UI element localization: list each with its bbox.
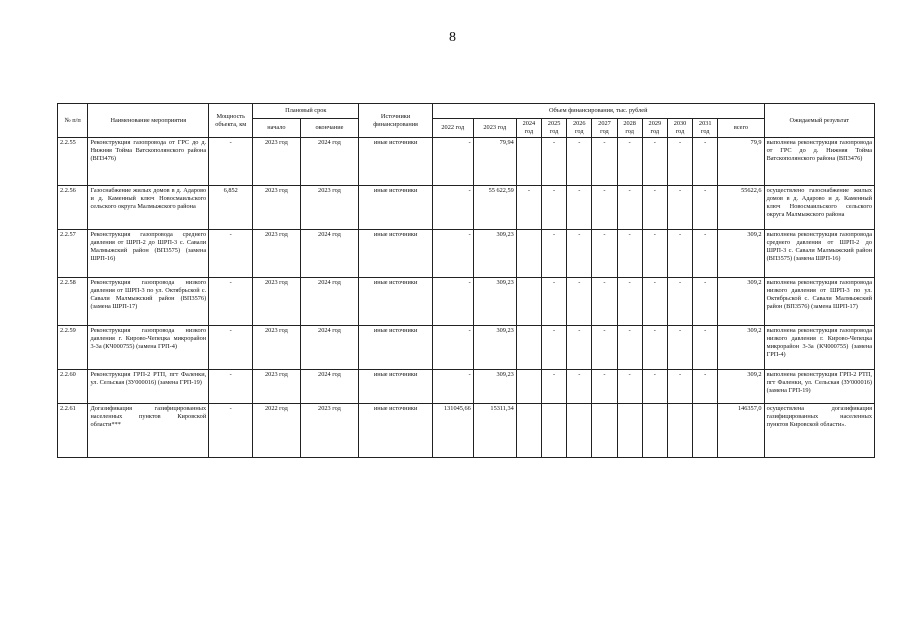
cell-num: 2.2.55	[58, 138, 88, 186]
cell-year-value: -	[693, 230, 718, 278]
cell-year-value: -	[693, 278, 718, 326]
header-year: 2022 год	[432, 119, 473, 138]
cell-year-value: -	[667, 326, 692, 370]
cell-start: 2023 год	[253, 278, 300, 326]
cell-year-value: -	[567, 278, 592, 326]
header-total: всего	[718, 119, 764, 138]
cell-year-value: 309,23	[473, 278, 516, 326]
cell-year-value: -	[693, 138, 718, 186]
cell-end: 2024 год	[300, 278, 359, 326]
cell-year-value: -	[432, 278, 473, 326]
cell-year-value: -	[542, 138, 567, 186]
cell-year-value	[516, 230, 541, 278]
cell-year-value	[592, 404, 617, 458]
cell-name: Реконструкция газопровода низкого давления от ШРП-3 по ул. Октябрьской с. Савали Малмыжский район (ВП3576) (замена ШРП-17)	[88, 278, 209, 326]
cell-year-value: -	[667, 138, 692, 186]
cell-end: 2024 год	[300, 138, 359, 186]
header-name: Наименование мероприятия	[88, 104, 209, 138]
header-year: 2025 год	[542, 119, 567, 138]
cell-num: 2.2.56	[58, 186, 88, 230]
cell-year-value	[642, 404, 667, 458]
page-number: 8	[449, 30, 456, 45]
cell-end: 2023 год	[300, 186, 359, 230]
cell-year-value: 55 622,59	[473, 186, 516, 230]
cell-year-value: -	[567, 138, 592, 186]
cell-year-value: 309,23	[473, 370, 516, 404]
cell-year-value: -	[592, 278, 617, 326]
cell-end: 2024 год	[300, 370, 359, 404]
cell-result: выполнена реконструкция ГРП-2 РТП, пгт Фаленки, ул. Сельская (ЗУ000016) (замена ГРП-19)	[764, 370, 874, 404]
cell-total: 79,9	[718, 138, 764, 186]
cell-source: иные источники	[359, 138, 433, 186]
table-row	[58, 370, 875, 404]
financing-table	[57, 103, 875, 458]
cell-name: Газоснабжение жилых домов в д. Адарово и д. Каменный ключ Новосмаильского сельского округа Малмыжского района	[88, 186, 209, 230]
cell-num: 2.2.59	[58, 326, 88, 370]
cell-source: иные источники	[359, 326, 433, 370]
cell-year-value	[516, 404, 541, 458]
cell-total: 309,2	[718, 230, 764, 278]
cell-year-value: -	[516, 186, 541, 230]
cell-capacity: -	[209, 326, 253, 370]
cell-name: Реконструкция газопровода от ГРС до д. Нижняя Тойма Ватскополянского района (ВП3476)	[88, 138, 209, 186]
cell-year-value: -	[617, 326, 642, 370]
cell-year-value: -	[642, 326, 667, 370]
cell-year-value: -	[617, 230, 642, 278]
cell-year-value	[516, 370, 541, 404]
cell-end: 2023 год	[300, 404, 359, 458]
cell-year-value: -	[642, 370, 667, 404]
cell-num: 2.2.58	[58, 278, 88, 326]
cell-year-value: -	[542, 370, 567, 404]
cell-year-value: -	[567, 370, 592, 404]
cell-year-value: -	[592, 370, 617, 404]
cell-year-value	[567, 404, 592, 458]
table-row	[58, 138, 875, 186]
header-result: Ожидаемый результат	[764, 104, 874, 138]
cell-start: 2023 год	[253, 326, 300, 370]
cell-source: иные источники	[359, 186, 433, 230]
cell-source: иные источники	[359, 404, 433, 458]
cell-name: Догазификация газифицированных населенных пунктов Кировской области***	[88, 404, 209, 458]
cell-year-value: -	[432, 230, 473, 278]
cell-year-value: -	[542, 230, 567, 278]
cell-year-value: 309,23	[473, 230, 516, 278]
cell-result: осуществлена догазификация газифицированных населенных пунктов Кировской области».	[764, 404, 874, 458]
cell-num: 2.2.60	[58, 370, 88, 404]
cell-year-value	[516, 278, 541, 326]
table-row	[58, 186, 875, 230]
cell-result: выполнена реконструкция газопровода от ГРС до д. Нижняя Тойма Ватскополянского района (ВП3476)	[764, 138, 874, 186]
cell-total: 55622,6	[718, 186, 764, 230]
cell-year-value: -	[432, 326, 473, 370]
cell-year-value: -	[592, 138, 617, 186]
cell-year-value: -	[667, 186, 692, 230]
cell-year-value: -	[432, 138, 473, 186]
cell-year-value: -	[667, 230, 692, 278]
cell-start: 2023 год	[253, 230, 300, 278]
header-year: 2026 год	[567, 119, 592, 138]
table-row	[58, 230, 875, 278]
header-volume: Объем финансирования, тыс. рублей	[432, 104, 764, 119]
header-planned-term: Плановый срок	[253, 104, 359, 119]
cell-capacity: 6,852	[209, 186, 253, 230]
cell-start: 2023 год	[253, 370, 300, 404]
cell-year-value: -	[617, 370, 642, 404]
header-start: начало	[253, 119, 300, 138]
cell-total: 309,2	[718, 370, 764, 404]
cell-end: 2024 год	[300, 326, 359, 370]
header-year: 2023 год	[473, 119, 516, 138]
cell-year-value	[516, 326, 541, 370]
header-end: окончание	[300, 119, 359, 138]
cell-name: Реконструкция ГРП-2 РТП, пгт Фаленки, ул. Сельская (ЗУ000016) (замена ГРП-19)	[88, 370, 209, 404]
cell-start: 2023 год	[253, 186, 300, 230]
cell-total: 309,2	[718, 278, 764, 326]
cell-year-value: -	[567, 186, 592, 230]
header-row-1	[58, 104, 875, 119]
cell-year-value: -	[667, 278, 692, 326]
header-year: 2024 год	[516, 119, 541, 138]
cell-year-value: -	[432, 370, 473, 404]
cell-num: 2.2.57	[58, 230, 88, 278]
cell-capacity: -	[209, 370, 253, 404]
cell-year-value	[667, 404, 692, 458]
cell-year-value	[516, 138, 541, 186]
cell-year-value	[542, 404, 567, 458]
header-num: № п/п	[58, 104, 88, 138]
cell-start: 2023 год	[253, 138, 300, 186]
header-year: 2028 год	[617, 119, 642, 138]
cell-capacity: -	[209, 230, 253, 278]
cell-result: выполнена реконструкция газопровода низкого давления г. Кирово-Чепецка микрорайон 3-3а (КЧ000755) (замена ГРП-4)	[764, 326, 874, 370]
cell-year-value: -	[642, 138, 667, 186]
cell-source: иные источники	[359, 230, 433, 278]
cell-year-value: -	[542, 278, 567, 326]
cell-year-value: -	[592, 326, 617, 370]
table-row	[58, 278, 875, 326]
cell-year-value: -	[693, 326, 718, 370]
cell-year-value: -	[567, 230, 592, 278]
cell-year-value: -	[592, 186, 617, 230]
cell-end: 2024 год	[300, 230, 359, 278]
cell-year-value: -	[592, 230, 617, 278]
cell-year-value	[617, 404, 642, 458]
header-year: 2030 год	[667, 119, 692, 138]
header-sources: Источники финансирования	[359, 104, 433, 138]
cell-capacity: -	[209, 278, 253, 326]
cell-year-value: -	[617, 138, 642, 186]
cell-name: Реконструкция газопровода низкого давления г. Кирово-Чепецка микрорайон 3-3а (КЧ000755) (замена ГРП-4)	[88, 326, 209, 370]
cell-year-value: 131045,66	[432, 404, 473, 458]
cell-year-value: -	[617, 278, 642, 326]
cell-name: Реконструкция газопровода среднего давления от ШРП-2 до ШРП-3 с. Савали Малмыжский район (ВП3575) (замена ШРП-16)	[88, 230, 209, 278]
table-row	[58, 404, 875, 458]
cell-year-value: -	[693, 370, 718, 404]
header-capacity: Мощность объекта, км	[209, 104, 253, 138]
cell-source: иные источники	[359, 370, 433, 404]
cell-year-value: -	[567, 326, 592, 370]
cell-num: 2.2.61	[58, 404, 88, 458]
cell-start: 2022 год	[253, 404, 300, 458]
cell-year-value: 79,94	[473, 138, 516, 186]
cell-year-value: -	[667, 370, 692, 404]
cell-total: 309,2	[718, 326, 764, 370]
cell-source: иные источники	[359, 278, 433, 326]
cell-result: выполнена реконструкция газопровода низкого давления от ШРП-3 по ул. Октябрьской с. Савали Малмыжский район (ВП3576) (замена ШРП-17)	[764, 278, 874, 326]
cell-year-value: -	[642, 230, 667, 278]
table-row	[58, 326, 875, 370]
cell-year-value: -	[542, 326, 567, 370]
header-year: 2029 год	[642, 119, 667, 138]
cell-year-value: -	[617, 186, 642, 230]
cell-year-value: -	[432, 186, 473, 230]
cell-result: выполнена реконструкция газопровода среднего давления от ШРП-2 до ШРП-3 с. Савали Малмыжский район (ВП3575) (замена ШРП-16)	[764, 230, 874, 278]
cell-total: 146357,0	[718, 404, 764, 458]
cell-year-value: -	[693, 186, 718, 230]
cell-year-value: -	[642, 186, 667, 230]
cell-result: осуществлено газоснабжение жилых домов в д. Адарово и д. Каменный ключ Новосмаильского сельского округа Малмыжского района	[764, 186, 874, 230]
cell-year-value: -	[642, 278, 667, 326]
cell-year-value: 15311,34	[473, 404, 516, 458]
cell-capacity: -	[209, 404, 253, 458]
cell-year-value	[693, 404, 718, 458]
header-year: 2027 год	[592, 119, 617, 138]
cell-year-value: -	[542, 186, 567, 230]
cell-year-value: 309,23	[473, 326, 516, 370]
cell-capacity: -	[209, 138, 253, 186]
header-year: 2031 год	[693, 119, 718, 138]
